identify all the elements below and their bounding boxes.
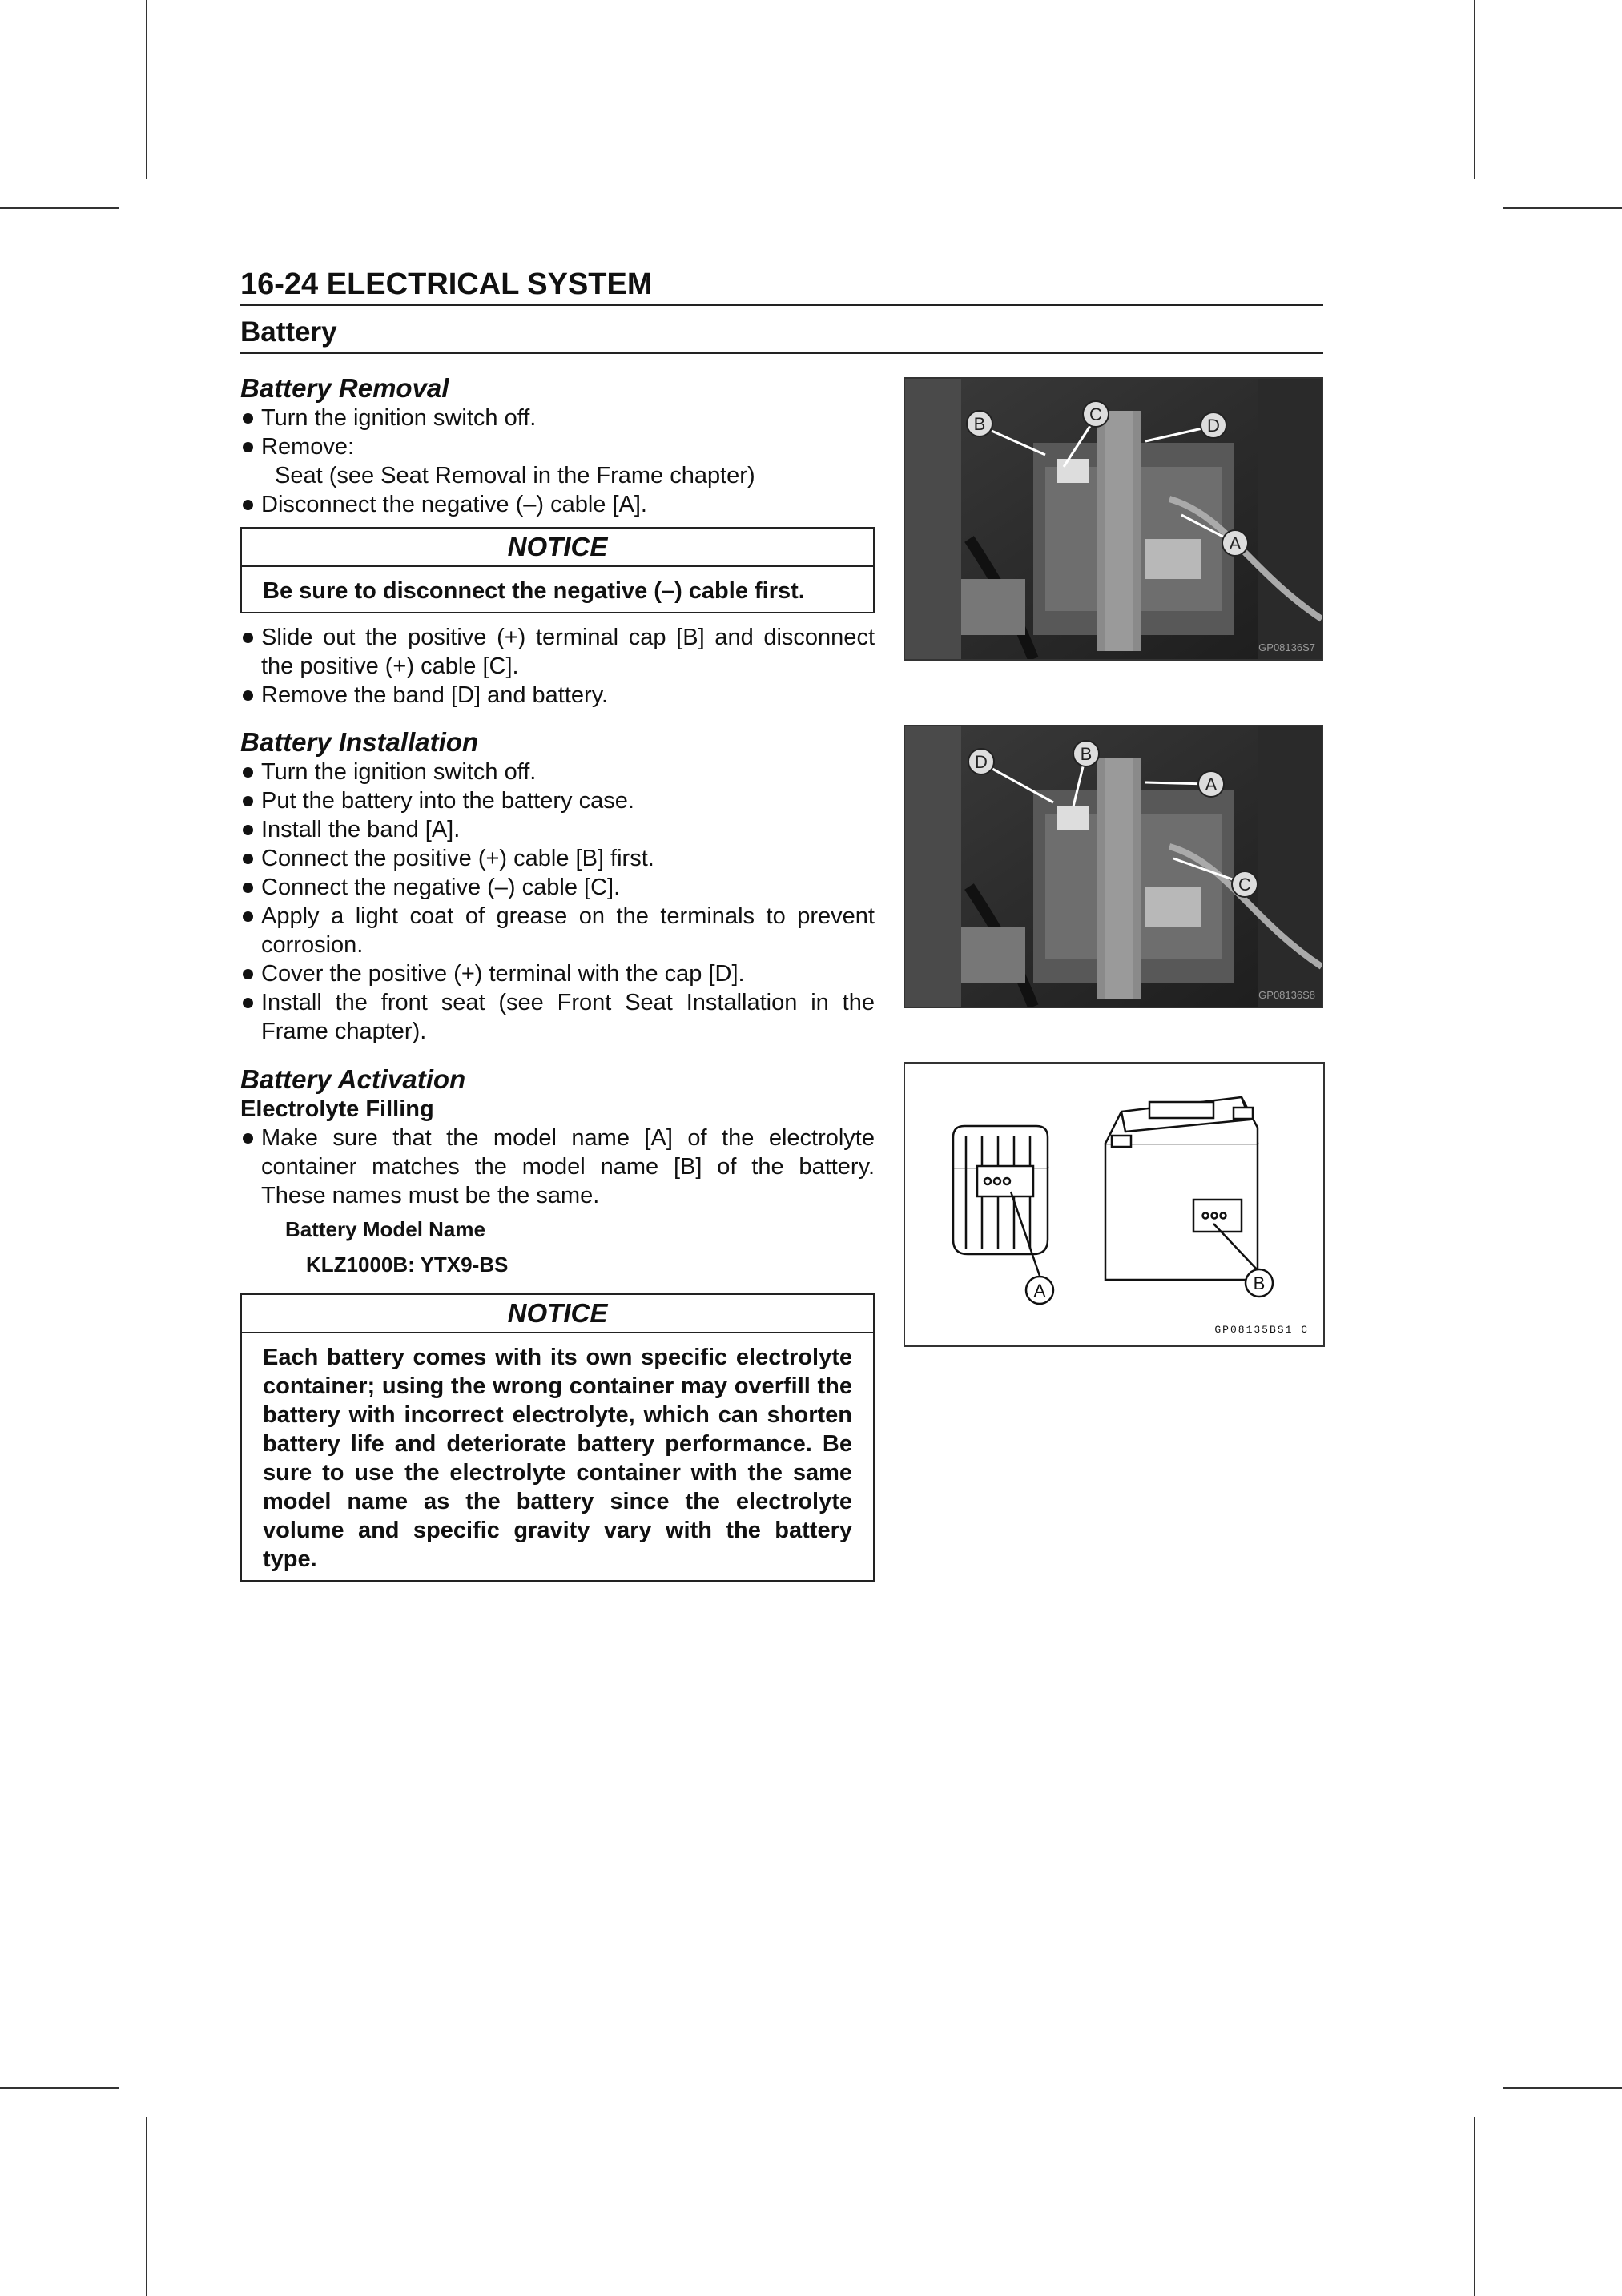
callout-label: D [975, 752, 988, 772]
installation-section [240, 727, 875, 1046]
callout-label: B [1080, 744, 1093, 764]
list-item: Put the battery into the battery case. [240, 786, 875, 815]
list-item: Cover the positive (+) terminal with the cap [D]. [240, 959, 875, 988]
notice-box [240, 1293, 875, 1582]
callout-label: C [1089, 404, 1102, 424]
crop-mark [1503, 207, 1622, 209]
list-item: Connect the positive (+) cable [B] first. [240, 844, 875, 873]
figure-code: GP08135BS1 C [1214, 1324, 1309, 1336]
activation-heading: Battery Activation [240, 1064, 466, 1094]
crop-mark [0, 2087, 119, 2089]
removal-steps [240, 404, 875, 461]
battery-installation-photo [904, 725, 1323, 1008]
list-item: Apply a light coat of grease on the terminals to prevent corrosion. [240, 902, 875, 959]
notice-text: Be sure to disconnect the negative (–) cable first. [263, 578, 805, 604]
list-item: Install the band [A]. [240, 815, 875, 844]
activation-subheading: Electrolyte Filling [240, 1096, 434, 1122]
figure-code: GP08136S7 [1258, 641, 1315, 653]
list-item: Turn the ignition switch off. [240, 404, 875, 432]
callout-label: D [1207, 416, 1220, 436]
callout-label: B [973, 414, 986, 434]
removal-section [240, 373, 875, 710]
header-rule [240, 304, 1323, 306]
callout-label: C [1238, 875, 1251, 895]
activation-section [240, 1064, 875, 1582]
page-header [240, 264, 1323, 354]
list-item: Slide out the positive (+) terminal cap [B] and disconnect the positive (+) cable [C]. [240, 623, 875, 681]
callouts [905, 379, 1322, 659]
list-item: Turn the ignition switch off. [240, 758, 875, 786]
crop-mark [146, 2117, 147, 2296]
page-title: 16-24 ELECTRICAL SYSTEM [240, 267, 653, 301]
figure-code: GP08136S8 [1258, 989, 1315, 1001]
removal-steps-2 [240, 490, 875, 519]
battery-removal-photo [904, 377, 1323, 661]
model-value: KLZ1000B: YTX9-BS [306, 1253, 509, 1277]
crop-mark [146, 0, 147, 179]
section-title: Battery [240, 316, 337, 348]
list-item: Install the front seat (see Front Seat Installation in the Frame chapter). [240, 988, 875, 1046]
notice-title: NOTICE [242, 529, 873, 567]
crop-mark [1503, 2087, 1622, 2089]
remove-item: Seat (see Seat Removal in the Frame chapter) [275, 463, 755, 489]
callout-label: B [1253, 1273, 1266, 1293]
removal-steps-3 [240, 623, 875, 710]
callout-label: A [1033, 1281, 1046, 1301]
notice-text: Each battery comes with its own specific electrolyte container; using the wrong container may overfill the battery with incorrect electrolyte, which can shorten battery life and deteriorate battery performance. Be sure to use the electrolyte container with the same model name as the battery since the electrolyte volume and specific gravity vary with the battery type. [263, 1345, 852, 1572]
notice-title: NOTICE [242, 1295, 873, 1333]
callouts [905, 726, 1322, 1007]
electrolyte-container-diagram [904, 1062, 1325, 1347]
list-item: Remove: [240, 432, 875, 461]
callout-label: A [1229, 533, 1242, 553]
model-label: Battery Model Name [285, 1217, 485, 1241]
list-item: Disconnect the negative (–) cable [A]. [240, 490, 875, 519]
installation-steps [240, 758, 875, 1046]
activation-steps [240, 1124, 875, 1210]
installation-heading: Battery Installation [240, 727, 479, 757]
list-item: Remove the band [D] and battery. [240, 681, 875, 710]
crop-mark [1474, 0, 1475, 179]
callout-label: A [1205, 774, 1218, 794]
crop-mark [1474, 2117, 1475, 2296]
notice-box [240, 527, 875, 613]
model-block [240, 1212, 875, 1282]
section-rule [240, 352, 1323, 354]
diagram-illustration [905, 1064, 1323, 1345]
crop-mark [0, 207, 119, 209]
list-item: Make sure that the model name [A] of the electrolyte container matches the model name [B] of the battery. These names must be the same. [240, 1124, 875, 1210]
list-item: Connect the negative (–) cable [C]. [240, 873, 875, 902]
removal-heading: Battery Removal [240, 373, 449, 403]
